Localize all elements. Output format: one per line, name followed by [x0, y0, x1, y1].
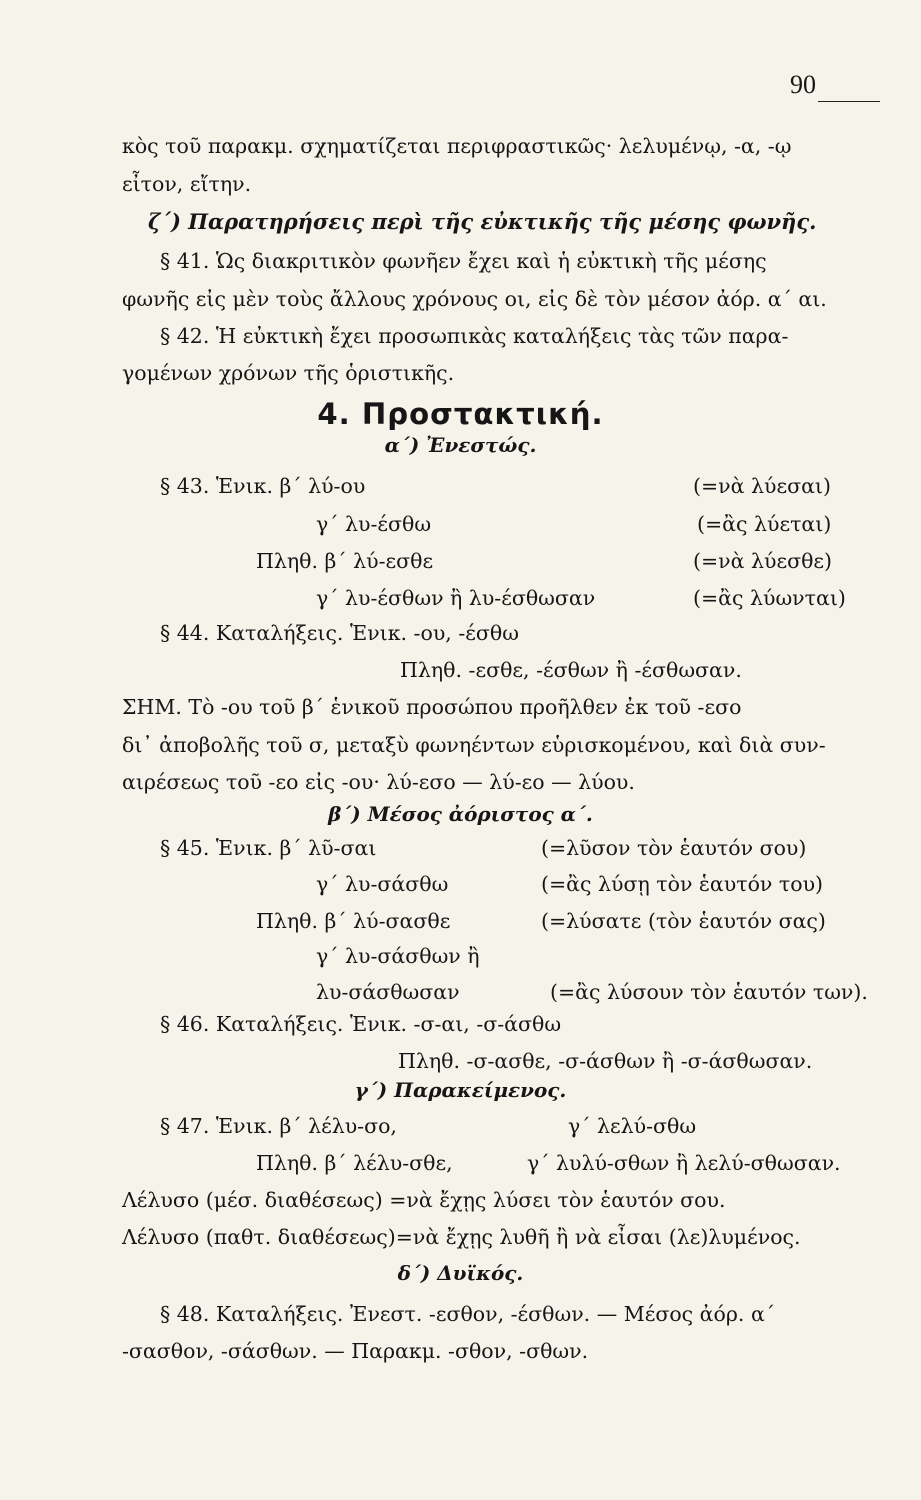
paragraph-41: § 41. Ὡς διακριτικὸν φωνῆεν ἔχει καὶ ἡ εὐκτικὴ τῆς μέσης [160, 249, 767, 273]
paragraph-43: γ΄ λυ-έσθων ἢ λυ-έσθωσαν [316, 586, 596, 610]
paragraph-41: φωνῆς εἰς μὲν τοὺς ἄλλους χρόνους οι, εἰς δὲ τὸν μέσον ἀόρ. α΄ αι. [122, 287, 827, 311]
paragraph-43-gloss: (=νὰ λύεσαι) [693, 474, 831, 498]
chapter-heading: 4. Προστακτική. [317, 397, 604, 431]
paragraph-47: Πληθ. β΄ λέλυ-σθε, [256, 1151, 453, 1175]
note: δι᾽ ἀποβολῆς τοῦ σ, μεταξὺ φωνηέντων εὑρισκομένου, καὶ διὰ συν- [122, 733, 826, 757]
paragraph-46: Πληθ. -σ-ασθε, -σ-άσθων ἢ -σ-άσθωσαν. [398, 1049, 813, 1073]
paragraph-45: λυ-σάσθωσαν [316, 980, 460, 1004]
paragraph-47: Λέλυσο (μέσ. διαθέσεως) =νὰ ἔχῃς λύσει τὸν ἑαυτόν σου. [122, 1188, 726, 1212]
paragraph-48: § 48. Καταλήξεις. Ἐνεστ. -εσθον, -έσθων. — Μέσος ἀόρ. α΄ [160, 1302, 776, 1326]
paragraph-44: Πληθ. -εσθε, -έσθων ἢ -έσθωσαν. [400, 658, 742, 682]
paragraph-45: γ΄ λυ-σάσθων ἢ [316, 944, 480, 968]
subsection-heading: δ΄) Δυϊκός. [397, 1261, 524, 1285]
paragraph-45-gloss: (=λύσατε (τὸν ἑαυτόν σας) [541, 909, 826, 933]
subsection-heading: α΄) Ἐνεστώς. [384, 433, 537, 457]
paragraph-42: § 42. Ἡ εὐκτικὴ ἔχει προσωπικὰς καταλήξεις τὰς τῶν παρα- [160, 324, 789, 348]
paragraph-47: γ΄ λελύ-σθω [568, 1114, 697, 1138]
paragraph-45-gloss: (=ἂς λύσουν τὸν ἑαυτόν των). [550, 980, 868, 1004]
paragraph-43-gloss: (=ἂς λύεται) [697, 512, 832, 536]
paragraph-43: γ΄ λυ-έσθω [316, 512, 432, 536]
paragraph-45-gloss: (=ἂς λύσῃ τὸν ἑαυτόν του) [541, 872, 824, 896]
paragraph-44: § 44. Καταλήξεις. Ἑνικ. -ου, -έσθω [160, 621, 519, 645]
paragraph-43: § 43. Ἑνικ. β΄ λύ-ου [160, 474, 366, 498]
paragraph-47: Λέλυσο (παθτ. διαθέσεως)=νὰ ἔχῃς λυθῆ ἢ νὰ εἶσαι (λε)λυμένος. [122, 1225, 801, 1249]
paragraph-43-gloss: (=ἂς λύωνται) [693, 586, 846, 610]
text-line: εἶτον, εἴτην. [122, 172, 252, 196]
paragraph-43-gloss: (=νὰ λύεσθε) [693, 549, 833, 573]
note: ΣΗΜ. Τὸ -ου τοῦ β΄ ἑνικοῦ προσώπου προῆλθεν ἐκ τοῦ -εσο [122, 695, 742, 719]
paragraph-47: γ΄ λυλύ-σθων ἢ λελύ-σθωσαν. [527, 1151, 841, 1175]
paragraph-45: Πληθ. β΄ λύ-σασθε [256, 909, 451, 933]
paragraph-48: -σασθον, -σάσθων. — Παρακμ. -σθον, -σθων. [122, 1339, 589, 1363]
paragraph-42: γομένων χρόνων τῆς ὁριστικῆς. [122, 361, 455, 385]
page-number: 90 [790, 70, 816, 99]
paragraph-46: § 46. Καταλήξεις. Ἑνικ. -σ-αι, -σ-άσθω [160, 1012, 562, 1036]
paragraph-45-gloss: (=λῦσον τὸν ἑαυτόν σου) [541, 836, 807, 860]
section-heading: ζ΄) Παρατηρήσεις περὶ τῆς εὐκτικῆς τῆς μέσης φωνῆς. [148, 209, 817, 234]
subsection-heading: β΄) Μέσος ἀόριστος α΄. [328, 802, 593, 826]
subsection-heading: γ΄) Παρακείμενος. [354, 1078, 567, 1102]
paragraph-43: Πληθ. β΄ λύ-εσθε [256, 549, 434, 573]
paragraph-45: § 45. Ἑνικ. β΄ λῦ-σαι [160, 836, 377, 860]
page-number-rule [818, 101, 880, 102]
note: αιρέσεως τοῦ -εο εἰς -ου· λύ-εσο — λύ-εο — λύου. [122, 770, 635, 794]
paragraph-45: γ΄ λυ-σάσθω [316, 872, 449, 896]
text-line: κὸς τοῦ παρακμ. σχηματίζεται περιφραστικῶς· λελυμένῳ, -α, -ῳ [122, 134, 792, 158]
paragraph-47: § 47. Ἑνικ. β΄ λέλυ-σο, [160, 1114, 397, 1138]
